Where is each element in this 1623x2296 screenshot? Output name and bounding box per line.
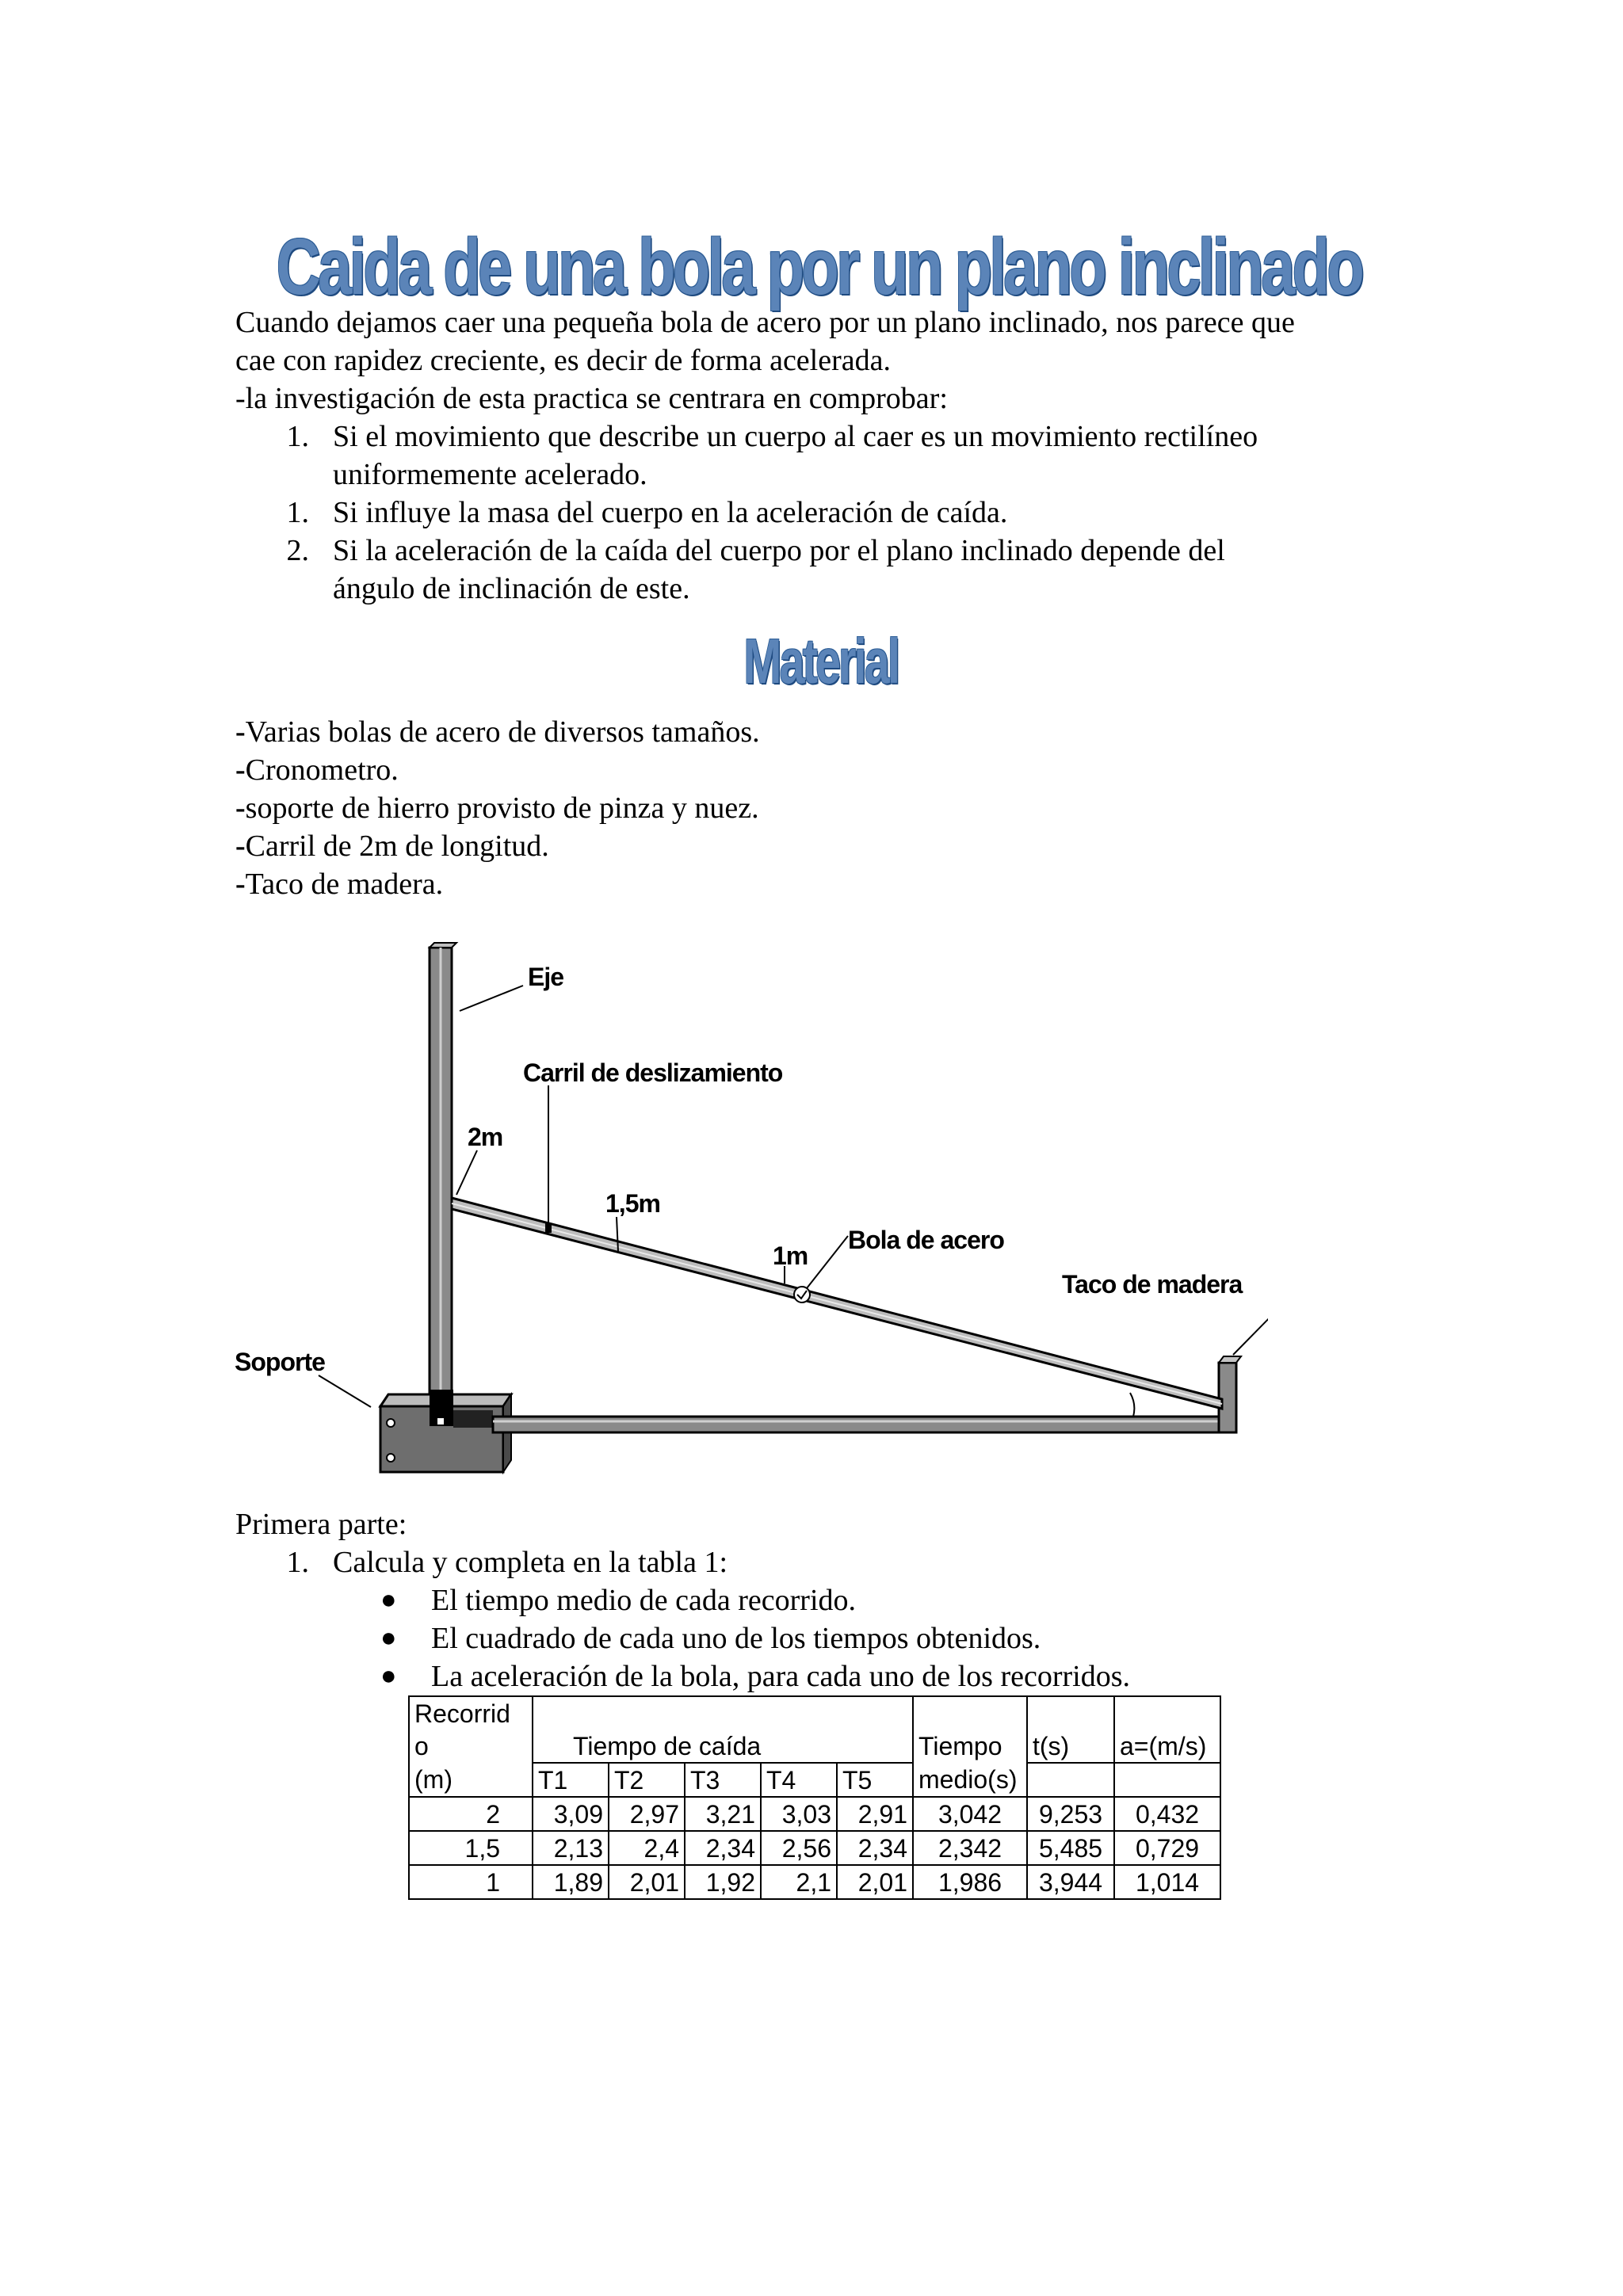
objective-1-line-2: uniformemente acelerado. [333,458,647,491]
horizontal-bar [493,1417,1230,1432]
angle-arc [1130,1393,1134,1417]
wooden-block [1219,1363,1236,1432]
material-item: -Taco de madera. [235,868,444,901]
steel-ball [794,1287,810,1302]
label-soporte: Soporte [235,1348,325,1376]
label-taco: Taco de madera [1062,1270,1243,1299]
header-t: t(s) [1027,1730,1114,1763]
objective-3-line-2: ángulo de inclinación de este. [333,572,690,605]
table-row: 1,5 2,13 2,4 2,34 2,56 2,34 2,342 5,485 0,729 [409,1831,1220,1865]
part1-heading: Primera parte: [235,1508,407,1541]
material-heading: Material [743,626,899,696]
label-eje: Eje [528,963,564,991]
objective-3-number: 2. [286,534,309,567]
label-carril: Carril de deslizamiento [523,1058,783,1087]
header-tiempo-medio-2: medio(s) [913,1763,1027,1797]
material-item: -Carril de 2m de longitud. [235,830,549,863]
header-t2: T2 [609,1763,685,1797]
bullet-dot: ● [380,1585,397,1615]
header-a: a=(m/s) [1114,1730,1220,1763]
material-item: -Cronometro. [235,753,399,787]
material-item: -Varias bolas de acero de diversos tamaños. [235,715,760,749]
header-recorrido-2: o [409,1730,533,1763]
inclined-plane-diagram [222,919,1268,1489]
page-title: Caida de una bola por un plano inclinado [276,223,1361,311]
intro-line-3: -la investigación de esta practica se centrara en comprobar: [235,382,948,415]
header-tiempo-medio-1: Tiempo [913,1730,1027,1763]
intro-line-1: Cuando dejamos caer una pequeña bola de acero por un plano inclinado, nos parece que [235,306,1295,339]
header-t1: T1 [533,1763,609,1797]
header-t5: T5 [837,1763,913,1797]
label-1m: 1m [773,1241,808,1270]
objective-1-number: 1. [286,420,309,453]
part1-item-number: 1. [286,1546,309,1579]
part1-bullet-2: El cuadrado de cada uno de los tiempos obtenidos. [431,1622,1041,1655]
part1-bullet-3: La aceleración de la bola, para cada uno de los recorridos. [431,1660,1130,1693]
table-row: 2 3,09 2,97 3,21 3,03 2,91 3,042 9,253 0,432 [409,1797,1220,1831]
bullet-dot: ● [380,1623,397,1653]
objective-2-line-1: Si influye la masa del cuerpo en la aceleración de caída. [333,496,1008,529]
results-table [408,1695,1221,1900]
objective-3-line-1: Si la aceleración de la caída del cuerpo por el plano inclinado depende del [333,534,1225,567]
label-2m: 2m [468,1123,503,1151]
part1-bullet-1: El tiempo medio de cada recorrido. [431,1584,857,1617]
header-t4: T4 [761,1763,837,1797]
label-bola: Bola de acero [848,1226,1004,1254]
objective-1-line-1: Si el movimiento que describe un cuerpo al caer es un movimiento rectilíneo [333,420,1258,453]
part1-item-text: Calcula y completa en la tabla 1: [333,1546,728,1579]
bullet-dot: ● [380,1661,397,1691]
intro-line-2: cae con rapidez creciente, es decir de forma acelerada. [235,344,891,377]
objective-2-number: 1. [286,496,309,529]
label-1-5m: 1,5m [605,1189,660,1218]
table-row: 1 1,89 2,01 1,92 2,1 2,01 1,986 3,944 1,014 [409,1865,1220,1899]
material-item: -soporte de hierro provisto de pinza y nuez. [235,791,759,825]
header-tiempo-caida: Tiempo de caída [533,1730,913,1763]
header-recorrido-3: (m) [409,1763,533,1797]
header-recorrido-1: Recorrid [409,1696,533,1730]
header-t3: T3 [685,1763,761,1797]
